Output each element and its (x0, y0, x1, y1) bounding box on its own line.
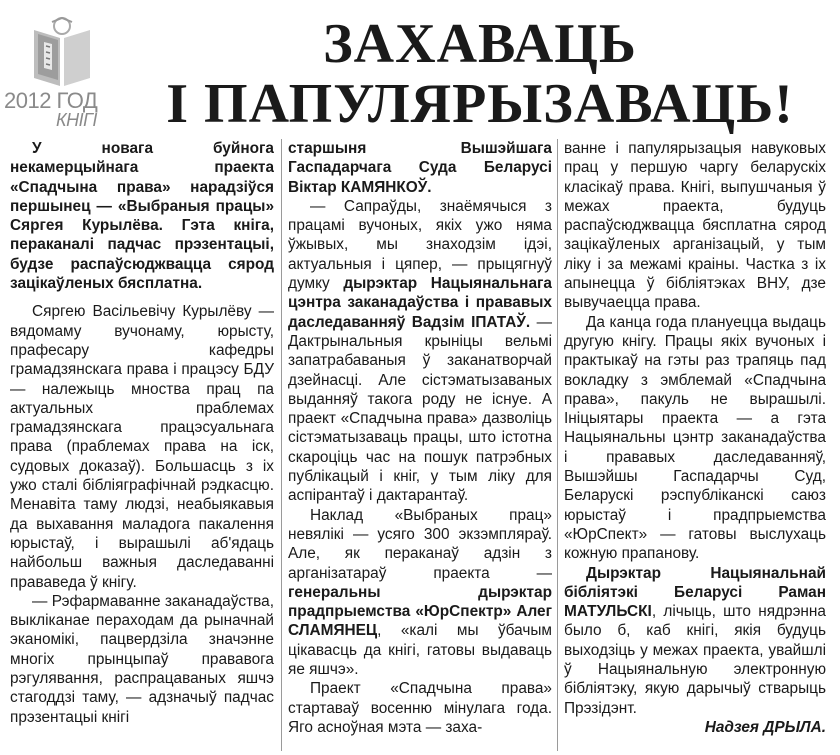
article-column-1 (10, 139, 274, 751)
book-emblem-icon (30, 16, 94, 88)
text-run: , «калі мы ўбачым цікавасць да кнігі, гатовы выдаваць яе яшчэ». (288, 622, 552, 679)
text-run: — Сапраўды, знаёмячыся з працамі вучоных, якіх ужо няма ўжывых, мы знаходзім ідэі, актуальныя і цяпер, — прыцягнуў думку (288, 197, 552, 293)
article-paragraph: — Рэфармаванне заканадаўства, выкліканае пераходам да рыначнай эканомікі, пацвердзіла значэнне многіх прынцыпаў прававога рэгулявання, распрацаваных яшчэ стагоддзі таму, — адзначыў падчас прэзентацыі кнігі (10, 592, 274, 726)
article-paragraph: Сяргею Васільевічу Курылёву — вядомаму вучонаму, юрысту, прафесару кафедры грамадзянскага права і працэсу БДУ — належыць мноства прац па актуальных праблемах грамадзянскага працэсуальнага права (праблемах права на іск, судовых доказаў). Большасць з іх ужо сталі бібліяграфічнай рэдкасцю. Менавіта таму людзі, неабыякавыя да выхавання маладога пакалення юрыстаў, і вырашылі аб'ядаць найбольш важныя даследаванні прававеда ў кнігу. (10, 303, 274, 591)
logo-book-text: КНІГІ (56, 110, 97, 130)
headline-line-2: І ПАПУЛЯРЫЗАВАЦЬ! (166, 73, 794, 135)
article-paragraph: Праект «Спадчына права» стартаваў восенню мінулага года. Яго асноўная мэта — заха- (288, 680, 552, 736)
column-divider (557, 139, 558, 751)
article-column-2 (288, 139, 552, 751)
author-signature: Надзея ДРЫЛА. (704, 718, 826, 736)
text-run: , лічыць, што нядрэнна было б, каб кнігі, якія будуць выходзіць у межах праекта, увайшлі ў Нацыянальную электронную бібліятэку, якую дарычыў стварыць Прэзідэнт. (564, 603, 826, 717)
article-column-3 (564, 139, 826, 751)
speaker-name: генеральны дырэктар прадпрыемства «ЮрСпектр» Алег СЛАМЯНЕЦ (288, 583, 552, 640)
article-paragraph (564, 564, 826, 718)
article-paragraph (288, 506, 552, 680)
logo-year-text: 2012 ГОД (4, 88, 98, 113)
article-paragraph (288, 139, 552, 197)
column-divider (281, 139, 282, 751)
text-run: — Дактрынальныя крыніцы вельмі запатрабаваныя ў заканатворчай дзейнасці. Але сістэматызаваных выданняў такога роду не існуе. А праект «Спадчына права» дазволіць сістэматызаваць працы, што істотна скароціць час на пошук патрэбных публікацый і кніг, у тым ліку для аспірантаў і дактарантаў. (288, 313, 552, 505)
speaker-name: Дырэктар Нацыянальнай бібліятэкі Беларусі Раман МАТУЛЬСКІ (564, 564, 826, 621)
text-run: Наклад «Выбраных прац» невялікі — усяго 300 экзэмпляраў. Але, як пераканаў адзін з арганізатараў праекта — (288, 506, 552, 582)
speaker-name: старшыня Вышэйшага Гаспадарчага Суда Беларусі Віктар КАМЯНКОЎ. (288, 140, 552, 196)
article-lead: У новага буйнога некамерцыйнага праекта «Спадчына права» нарадзіўся першынец — «Выбраныя працы» Сяргея Курылёва. Гэта кніга, пераканалі падчас прэзентацыі, будзе распаўсюджвацца сярод зацікаўленых бясплатна. (10, 140, 274, 293)
year-of-book-logo (4, 16, 122, 128)
article-paragraph: ванне і папулярызацыя навуковых прац у першую чаргу беларускіх класікаў права. Кнігі, выпушчаныя ў межах праекта, будуць распаўсюджвацца бясплатна сярод зацікаўленых арганізацый, у тым ліку і за межамі краіны. Частка з іх апынецца ў бібліятэках ВНУ, дзе вывучаецца права. (564, 140, 826, 312)
headline-line-1: ЗАХАВАЦЬ (323, 13, 637, 75)
speaker-name: дырэктар Нацыянальнага цэнтра заканадаўства і прававых даследаванняў Вадзім ІПАТАЎ. (288, 275, 552, 331)
article-headline (120, 14, 840, 134)
article-paragraph: Да канца года плануецца выдаць другую кнігу. Працы якіх вучоных і практыкаў на гэты раз трапяць пад вокладку з эмблемай «Спадчына права», пакуль не вырашылі. Ініцыятары праекта — а гэта Нацыянальны цэнтр заканадаўства і прававых даследаванняў, Вышэйшы Гаспадарчы Суд, Беларускі рэспубліканскі саюз юрыстаў і прадпрыемства «ЮрСпект» — гатовы выслухаць кожную прапанову. (564, 313, 826, 563)
article-paragraph (288, 197, 552, 506)
